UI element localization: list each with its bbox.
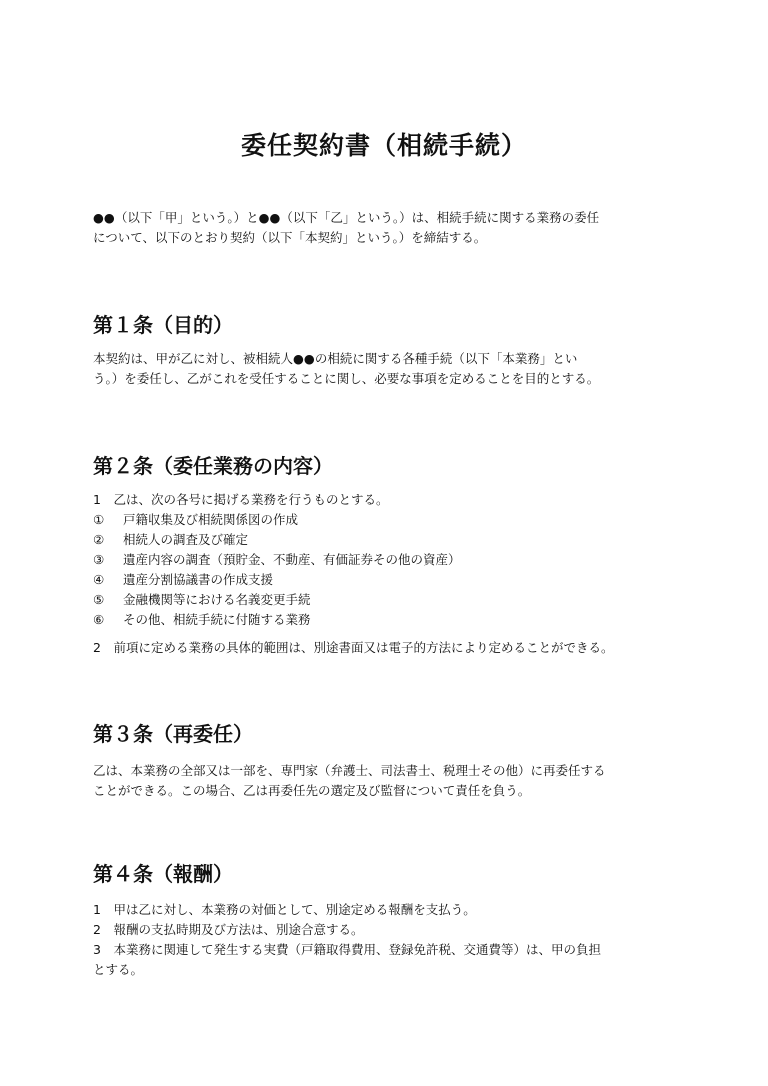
intro-line: について、以下のとおり契約（以下「本契約」という。）を締結する。 (93, 230, 487, 245)
article-3-line: ことができる。この場合、乙は再委任先の選定及び監督について責任を負う。 (93, 783, 531, 798)
article-3-line: 乙は、本業務の全部又は一部を、専門家（弁護士、司法書士、税理士その他）に再委任する (93, 763, 606, 778)
article-4-line: 1 甲は乙に対し、本業務の対価として、別途定める報酬を支払う。 (93, 902, 476, 917)
intro-line: ●●（以下「甲」という。）と●●（以下「乙」という。）は、相続手続に関する業務の委任 (93, 210, 600, 225)
article-1-line: う。）を委任し、乙がこれを受任することに関し、必要な事項を定めることを目的とする。 (93, 371, 600, 386)
item-number: ① (93, 512, 105, 527)
item-text: 遺産内容の調査（預貯金、不動産、有価証券その他の資産） (123, 552, 461, 567)
item-text: 遺産分割協議書の作成支援 (123, 572, 274, 587)
article-1-body (93, 349, 693, 389)
article-2-heading: 第２条（委任業務の内容） (93, 454, 333, 478)
article-3-body (93, 761, 693, 801)
item-number: ④ (93, 572, 105, 587)
document-title: 委任契約書（相続手続） (240, 131, 527, 160)
item-text: 相続人の調査及び確定 (123, 532, 249, 547)
article-4-body (93, 900, 693, 980)
article-4-line: とする。 (93, 962, 144, 977)
article-3-heading: 第３条（再委任） (93, 722, 253, 746)
item-text: 金融機関等における名義変更手続 (123, 592, 311, 607)
article-1-line: 本契約は、甲が乙に対し、被相続人●●の相続に関する各種手続（以下「本業務」とい (93, 351, 578, 366)
article-4-line: 2 報酬の支払時期及び方法は、別途合意する。 (93, 922, 364, 937)
article-2-item (93, 530, 693, 550)
article-2-clause-1: 1 乙は、次の各号に掲げる業務を行うものとする。 (93, 492, 389, 507)
item-text: その他、相続手続に付随する業務 (123, 612, 311, 627)
article-2-clause-2-block (93, 638, 693, 658)
article-4-heading: 第４条（報酬） (93, 862, 233, 886)
intro-paragraph (93, 208, 693, 248)
article-2-clause-2: 2 前項に定める業務の具体的範囲は、別途書面又は電子的方法により定めることができる。 (93, 640, 614, 655)
item-number: ② (93, 532, 105, 547)
item-number: ⑤ (93, 592, 105, 607)
article-2-item (93, 590, 693, 610)
article-1-heading: 第１条（目的） (93, 313, 233, 337)
item-text: 戸籍収集及び相続関係図の作成 (123, 512, 299, 527)
article-2-item (93, 550, 693, 570)
article-2-item (93, 610, 693, 630)
article-2-item (93, 570, 693, 590)
article-4-line: 3 本業務に関連して発生する実費（戸籍取得費用、登録免許税、交通費等）は、甲の負担 (93, 942, 601, 957)
article-2-body (93, 490, 693, 630)
item-number: ③ (93, 552, 105, 567)
article-2-item (93, 510, 693, 530)
item-number: ⑥ (93, 612, 105, 627)
